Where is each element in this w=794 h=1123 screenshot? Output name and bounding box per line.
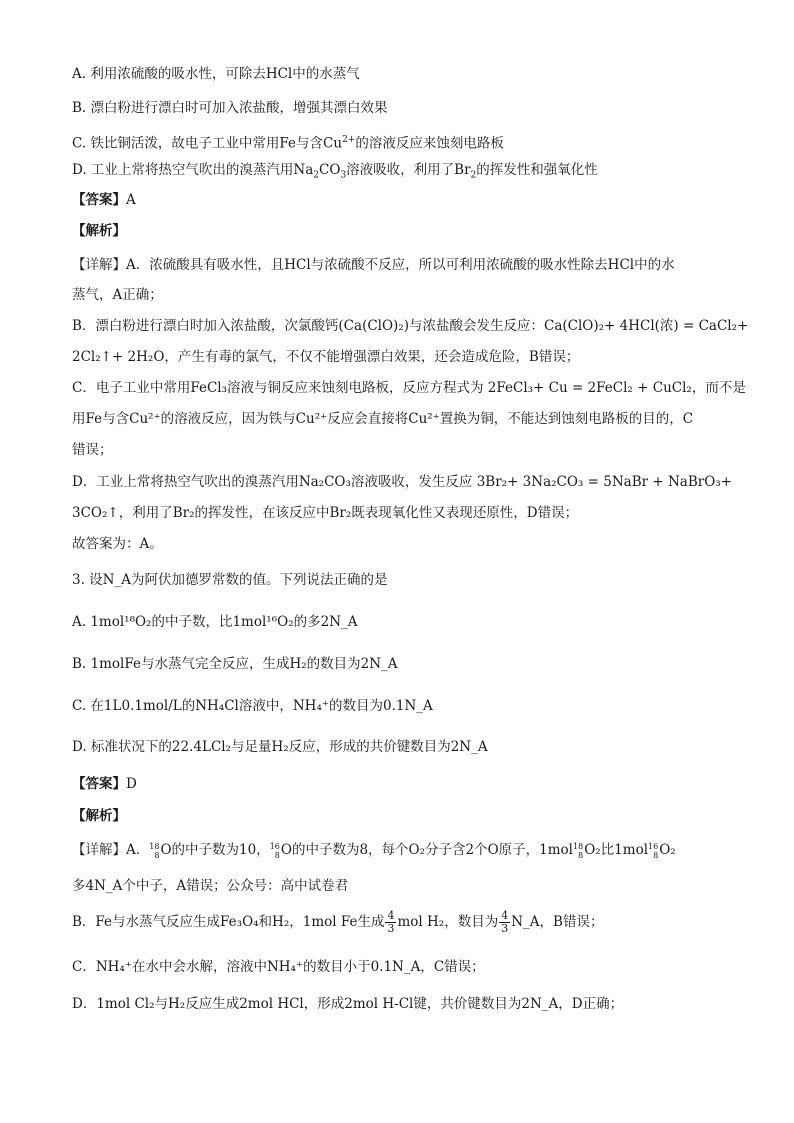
isotope-z: 8 (274, 850, 280, 860)
q2-answer (72, 190, 136, 210)
q3-option-a: A. 1mol¹⁸O₂的中子数，比1mol¹⁶O₂的多2N_A (72, 614, 358, 630)
q2-option-a: A. 利用浓硫酸的吸水性，可除去HCl中的水蒸气 (72, 66, 360, 82)
fraction-denominator: 3 (387, 922, 395, 935)
q2-detail-line6: 用Fe与含Cu²⁺的溶液反应，因为铁与Cu²⁺反应会直接将Cu²⁺置换为铜，不能达到蚀刻电路板的目的，C (72, 411, 694, 427)
q3-detail-l1b: O的中子数为10， (160, 842, 270, 858)
q2-detail-line2: 蒸气，A正确； (72, 287, 163, 303)
q2-option-c (72, 130, 504, 154)
q2-detail-line5: C．电子工业中常用FeCl₃溶液与铜反应来蚀刻电路板，反应方程式为 2FeCl₃+ Cu = 2FeCl₂ + CuCl₂，而不是 (72, 380, 746, 396)
q2-detail-line8: D．工业上常将热空气吹出的溴蒸汽用Na₂CO₃溶液吸收，发生反应 3Br₂+ 3Na₂CO₃ = 5NaBr + NaBrO₃+ (72, 474, 732, 490)
q2-detail-line7: 错误； (72, 442, 113, 458)
q2-option-c-sup: 2+ (342, 135, 356, 145)
q3-detail-l3c: N_A，B错误； (511, 914, 604, 930)
isotope-mass: 16 (648, 841, 659, 851)
q3-detail-line4: C．NH₄⁺在水中会水解，溶液中NH₄⁺的数目小于0.1N_A，C错误； (72, 959, 485, 975)
q3-detail-line5: D．1mol Cl₂与H₂反应生成2mol HCl，形成2mol H-Cl键，共价键数目为2N_A，D正确； (72, 996, 624, 1012)
isotope-z: 8 (578, 850, 584, 860)
q2-detail-line9: 3CO₂↑，利用了Br₂的挥发性，在该反应中Br₂既表现氧化性又表现还原性，D错误； (72, 505, 579, 521)
q3-detail-line3 (72, 910, 603, 935)
q3-option-b: B. 1molFe与水蒸气完全反应，生成H₂的数目为2N_A (72, 656, 398, 672)
isotope-o18 (573, 842, 583, 860)
isotope-mass: 16 (269, 841, 280, 851)
q3-option-c: C. 在1L0.1mol/L的NH₄Cl溶液中，NH₄⁺的数目为0.1N_A (72, 698, 433, 714)
q2-answer-value: A (126, 192, 136, 208)
q3-answer (72, 774, 137, 794)
isotope-z: 8 (653, 850, 659, 860)
q3-stem: 3. 设N_A为阿伏加德罗常数的值。下列说法正确的是 (72, 572, 388, 588)
isotope-z: 8 (154, 850, 160, 860)
q2-option-c-post: 的溶液反应来蚀刻电路板 (355, 135, 504, 152)
q2-option-b: B. 漂白粉进行漂白时可加入浓盐酸，增强其漂白效果 (72, 100, 388, 116)
q3-analysis-tag: 【解析】 (72, 808, 126, 824)
isotope-mass: 18 (149, 841, 160, 851)
q3-detail-l1a: 【详解】A． (72, 842, 150, 858)
q3-detail-l3a: B．Fe与水蒸气反应生成Fe₃O₄和H₂，1mol Fe生成 (72, 914, 385, 930)
q3-detail-l1c: O的中子数为8，每个O₂分子含2个O原子，1mol (280, 842, 574, 858)
isotope-o16 (270, 842, 280, 860)
fraction-denominator: 3 (501, 922, 509, 935)
q2-option-d-post: 溶液吸收，利用了Br (346, 162, 471, 178)
q3-detail-l1e: O₂ (659, 842, 676, 858)
q2-detail-line1: 【详解】A．浓硫酸具有吸水性，且HCl与浓硫酸不反应，所以可利用浓硫酸的吸水性除去HCl中的水 (72, 257, 675, 273)
q2-answer-tag: 【答案】 (72, 192, 126, 208)
q2-option-d-end: 的挥发性和强氧化性 (476, 162, 598, 178)
q2-analysis-tag: 【解析】 (72, 223, 126, 239)
q2-option-d: D. 工业上常将热空气吹出的溴蒸汽用$Na_2CO_3$溶液吸收，利用了$Br_2$的挥发性和强氧化性 (72, 162, 598, 181)
q3-detail-line2: 多4N_A个中子，A错误；公众号：高中试卷君 (72, 878, 349, 894)
fraction-numerator: 4 (387, 909, 395, 922)
q3-option-d: D. 标准状况下的22.4LCl₂与足量H₂反应，形成的共价键数目为2N_A (72, 739, 488, 755)
q2-detail-line3: B．漂白粉进行漂白时加入浓盐酸，次氯酸钙(Ca(ClO)₂)与浓盐酸会发生反应：Ca(ClO)₂+ 4HCl(浓) = CaCl₂+ (72, 318, 749, 334)
q3-detail-line1 (72, 840, 676, 860)
q2-option-d-mid: CO (319, 162, 341, 178)
isotope-mass: 18 (573, 841, 584, 851)
q2-option-d-pre: D. 工业上常将热空气吹出的溴蒸汽用Na (72, 162, 314, 178)
isotope-o16 (648, 842, 658, 860)
isotope-o18 (149, 842, 159, 860)
q3-detail-l3b: mol H₂，数目为 (397, 914, 499, 930)
q2-option-c-pre: C. 铁比铜活泼，故电子工业中常用Fe与含Cu (72, 135, 343, 152)
fraction-four-thirds (385, 910, 396, 935)
q2-detail-line10: 故答案为：A。 (72, 536, 163, 552)
q3-detail-l1d: O₂比1mol (584, 842, 649, 858)
q3-answer-value: D (126, 776, 137, 792)
q3-answer-tag: 【答案】 (72, 776, 126, 792)
fraction-numerator: 4 (501, 909, 509, 922)
fraction-four-thirds (499, 910, 510, 935)
q2-detail-line4: 2Cl₂↑+ 2H₂O，产生有毒的氯气，不仅不能增强漂白效果，还会造成危险，B错误； (72, 349, 580, 365)
